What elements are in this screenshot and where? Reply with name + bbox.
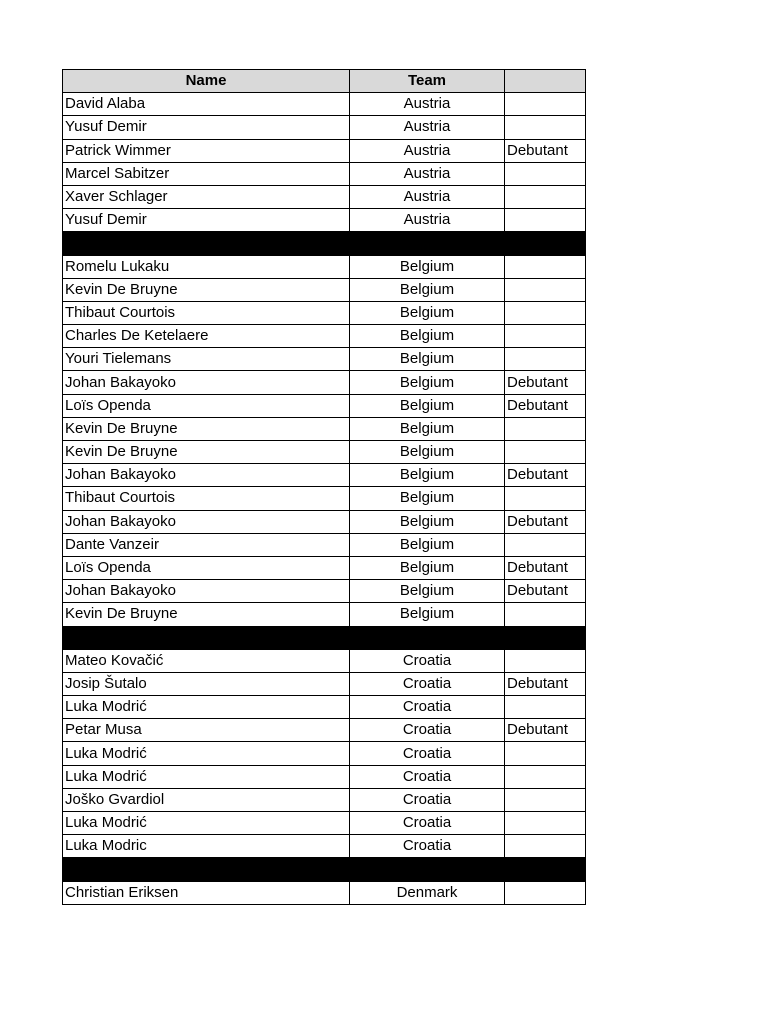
team-cell: Austria — [350, 116, 505, 139]
player-name-cell: Josip Šutalo — [63, 672, 350, 695]
table-row — [63, 139, 586, 162]
team-cell: Croatia — [350, 696, 505, 719]
separator-cell — [350, 232, 505, 255]
table-row — [63, 881, 586, 904]
team-cell: Croatia — [350, 742, 505, 765]
status-cell — [505, 185, 586, 208]
player-name-cell: Romelu Lukaku — [63, 255, 350, 278]
table-row — [63, 788, 586, 811]
table-row — [63, 765, 586, 788]
player-name-cell: Luka Modrić — [63, 812, 350, 835]
table-row — [63, 394, 586, 417]
player-name-cell: Marcel Sabitzer — [63, 162, 350, 185]
player-name-cell: Petar Musa — [63, 719, 350, 742]
separator-cell — [505, 232, 586, 255]
separator-cell — [63, 626, 350, 649]
table-row — [63, 371, 586, 394]
team-cell: Belgium — [350, 464, 505, 487]
separator-cell — [63, 232, 350, 255]
player-table — [62, 69, 586, 905]
team-cell: Croatia — [350, 812, 505, 835]
separator-cell — [505, 858, 586, 881]
player-name-cell: Loïs Openda — [63, 394, 350, 417]
status-cell — [505, 603, 586, 626]
player-name-cell: Kevin De Bruyne — [63, 417, 350, 440]
table-row — [63, 441, 586, 464]
team-cell: Croatia — [350, 835, 505, 858]
team-cell: Belgium — [350, 301, 505, 324]
status-cell — [505, 162, 586, 185]
team-cell: Belgium — [350, 580, 505, 603]
team-cell: Belgium — [350, 487, 505, 510]
table-row — [63, 255, 586, 278]
team-cell: Belgium — [350, 278, 505, 301]
team-cell: Croatia — [350, 672, 505, 695]
status-cell: Debutant — [505, 464, 586, 487]
status-cell: Debutant — [505, 580, 586, 603]
team-cell: Austria — [350, 93, 505, 116]
player-name-cell: Patrick Wimmer — [63, 139, 350, 162]
group-separator-row — [63, 858, 586, 881]
player-name-cell: Johan Bakayoko — [63, 580, 350, 603]
status-cell — [505, 348, 586, 371]
player-name-cell: Yusuf Demir — [63, 209, 350, 232]
team-cell: Belgium — [350, 603, 505, 626]
player-name-cell: Kevin De Bruyne — [63, 603, 350, 626]
status-cell — [505, 649, 586, 672]
status-cell — [505, 812, 586, 835]
team-cell: Austria — [350, 185, 505, 208]
status-cell — [505, 301, 586, 324]
team-cell: Croatia — [350, 649, 505, 672]
player-name-cell: Christian Eriksen — [63, 881, 350, 904]
status-cell: Debutant — [505, 556, 586, 579]
player-name-cell: Dante Vanzeir — [63, 533, 350, 556]
team-cell: Belgium — [350, 325, 505, 348]
table-row — [63, 580, 586, 603]
player-name-cell: Youri Tielemans — [63, 348, 350, 371]
group-separator-row — [63, 626, 586, 649]
status-cell — [505, 696, 586, 719]
table-row — [63, 93, 586, 116]
player-name-cell: Xaver Schlager — [63, 185, 350, 208]
player-name-cell: Joško Gvardiol — [63, 788, 350, 811]
team-cell: Belgium — [350, 510, 505, 533]
table-body — [63, 93, 586, 905]
table-row — [63, 719, 586, 742]
table-row — [63, 487, 586, 510]
status-cell — [505, 533, 586, 556]
table-row — [63, 672, 586, 695]
separator-cell — [63, 858, 350, 881]
table-row — [63, 417, 586, 440]
table-row — [63, 812, 586, 835]
status-cell — [505, 93, 586, 116]
team-cell: Austria — [350, 162, 505, 185]
column-header-name: Name — [63, 70, 350, 93]
status-cell — [505, 278, 586, 301]
status-cell: Debutant — [505, 672, 586, 695]
table-row — [63, 696, 586, 719]
header-row — [63, 70, 586, 93]
status-cell: Debutant — [505, 371, 586, 394]
team-cell: Belgium — [350, 394, 505, 417]
player-name-cell: Loïs Openda — [63, 556, 350, 579]
player-name-cell: Johan Bakayoko — [63, 464, 350, 487]
table-row — [63, 556, 586, 579]
team-cell: Austria — [350, 139, 505, 162]
status-cell — [505, 742, 586, 765]
status-cell — [505, 881, 586, 904]
player-name-cell: Luka Modric — [63, 835, 350, 858]
status-cell: Debutant — [505, 719, 586, 742]
player-name-cell: Charles De Ketelaere — [63, 325, 350, 348]
player-name-cell: David Alaba — [63, 93, 350, 116]
table-row — [63, 603, 586, 626]
status-cell — [505, 441, 586, 464]
status-cell — [505, 788, 586, 811]
table-row — [63, 348, 586, 371]
team-cell: Croatia — [350, 788, 505, 811]
status-cell — [505, 835, 586, 858]
status-cell: Debutant — [505, 394, 586, 417]
player-name-cell: Johan Bakayoko — [63, 510, 350, 533]
player-name-cell: Luka Modrić — [63, 742, 350, 765]
status-cell — [505, 255, 586, 278]
table-row — [63, 464, 586, 487]
team-cell: Croatia — [350, 719, 505, 742]
status-cell — [505, 116, 586, 139]
team-cell: Austria — [350, 209, 505, 232]
table-row — [63, 325, 586, 348]
status-cell: Debutant — [505, 510, 586, 533]
separator-cell — [505, 626, 586, 649]
table-row — [63, 533, 586, 556]
table-row — [63, 209, 586, 232]
separator-cell — [350, 626, 505, 649]
team-cell: Denmark — [350, 881, 505, 904]
separator-cell — [350, 858, 505, 881]
status-cell — [505, 417, 586, 440]
player-name-cell: Mateo Kovačić — [63, 649, 350, 672]
column-header-status — [505, 70, 586, 93]
table-row — [63, 301, 586, 324]
table-row — [63, 278, 586, 301]
status-cell — [505, 487, 586, 510]
player-name-cell: Kevin De Bruyne — [63, 278, 350, 301]
status-cell: Debutant — [505, 139, 586, 162]
player-name-cell: Kevin De Bruyne — [63, 441, 350, 464]
group-separator-row — [63, 232, 586, 255]
table-row — [63, 649, 586, 672]
table-row — [63, 185, 586, 208]
team-cell: Belgium — [350, 371, 505, 394]
player-name-cell: Luka Modrić — [63, 765, 350, 788]
team-cell: Belgium — [350, 533, 505, 556]
team-cell: Belgium — [350, 556, 505, 579]
player-name-cell: Thibaut Courtois — [63, 487, 350, 510]
player-name-cell: Thibaut Courtois — [63, 301, 350, 324]
team-cell: Croatia — [350, 765, 505, 788]
player-name-cell: Johan Bakayoko — [63, 371, 350, 394]
team-cell: Belgium — [350, 441, 505, 464]
status-cell — [505, 765, 586, 788]
status-cell — [505, 209, 586, 232]
team-cell: Belgium — [350, 348, 505, 371]
table-row — [63, 835, 586, 858]
team-cell: Belgium — [350, 255, 505, 278]
team-cell: Belgium — [350, 417, 505, 440]
table-row — [63, 742, 586, 765]
table-row — [63, 162, 586, 185]
status-cell — [505, 325, 586, 348]
player-name-cell: Yusuf Demir — [63, 116, 350, 139]
player-name-cell: Luka Modrić — [63, 696, 350, 719]
table-row — [63, 116, 586, 139]
column-header-team: Team — [350, 70, 505, 93]
table-row — [63, 510, 586, 533]
